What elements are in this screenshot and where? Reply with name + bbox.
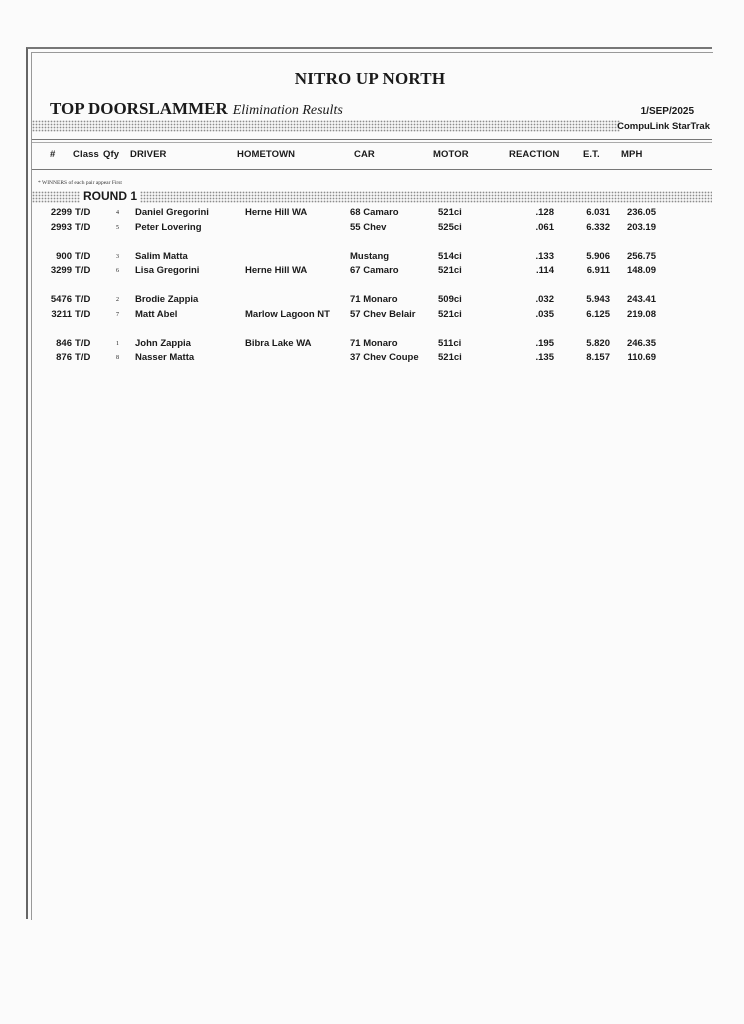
table-row bbox=[28, 251, 712, 265]
cell-et: 6.031 bbox=[586, 207, 610, 218]
table-row bbox=[28, 338, 712, 352]
cell-driver: Salim Matta bbox=[135, 250, 188, 262]
table-row bbox=[28, 309, 712, 323]
table-row bbox=[28, 222, 712, 236]
cell-qfy: 1 bbox=[116, 340, 119, 347]
cell-num: 2299 bbox=[50, 207, 72, 218]
cell-driver: John Zappia bbox=[135, 337, 191, 349]
event-title: NITRO UP NORTH bbox=[294, 69, 446, 88]
event-date: 1/SEP/2025 bbox=[640, 106, 694, 117]
cell-car: 68 Camaro bbox=[350, 207, 399, 218]
col-header-car: CAR bbox=[354, 149, 375, 160]
column-header-rule bbox=[32, 169, 712, 170]
col-header-class: Class bbox=[73, 149, 99, 160]
cell-mph: 236.05 bbox=[626, 207, 656, 218]
cell-mph: 110.69 bbox=[627, 352, 656, 363]
cell-reaction: .128 bbox=[535, 207, 554, 218]
class-name: TOP DOORSLAMMER bbox=[50, 99, 228, 118]
results-sheet bbox=[26, 47, 712, 919]
cell-motor: 511ci bbox=[438, 337, 462, 349]
cell-car: 71 Monaro bbox=[350, 337, 398, 349]
cell-driver: Brodie Zappia bbox=[135, 294, 199, 305]
cell-reaction: .133 bbox=[535, 250, 554, 262]
cell-qfy: 4 bbox=[116, 210, 119, 216]
cell-class: T/D bbox=[75, 221, 91, 233]
cell-motor: 521ci bbox=[438, 265, 462, 276]
cell-hometown: Bibra Lake WA bbox=[245, 337, 312, 349]
cell-driver: Peter Lovering bbox=[135, 221, 202, 233]
cell-class: T/D bbox=[75, 265, 91, 276]
class-title bbox=[50, 99, 343, 119]
col-header-reaction: REACTION bbox=[509, 149, 560, 160]
cell-num: 5476 bbox=[50, 294, 72, 305]
winners-note: * WINNERS of each pair appear First bbox=[38, 180, 122, 186]
timing-system: CompuLink StarTrak bbox=[617, 121, 710, 132]
cell-reaction: .195 bbox=[535, 337, 554, 349]
cell-mph: 256.75 bbox=[626, 250, 656, 262]
cell-qfy: 2 bbox=[116, 297, 119, 303]
cell-et: 8.157 bbox=[586, 352, 610, 363]
cell-et: 6.911 bbox=[586, 265, 610, 276]
cell-motor: 521ci bbox=[438, 352, 462, 363]
cell-hometown: Herne Hill WA bbox=[245, 265, 308, 276]
col-header-motor: MOTOR bbox=[433, 149, 469, 160]
table-row bbox=[28, 352, 712, 366]
cell-et: 6.332 bbox=[586, 221, 610, 233]
cell-mph: 246.35 bbox=[626, 337, 656, 349]
col-header-hometown: HOMETOWN bbox=[237, 149, 296, 160]
cell-reaction: .032 bbox=[535, 294, 554, 305]
cell-class: T/D bbox=[75, 250, 91, 262]
round-label: ROUND 1 bbox=[80, 189, 140, 203]
cell-mph: 243.41 bbox=[626, 294, 656, 305]
header-rule-secondary bbox=[32, 142, 712, 143]
cell-driver: Lisa Gregorini bbox=[135, 265, 200, 276]
class-subtitle: Elimination Results bbox=[232, 103, 343, 118]
cell-hometown: Herne Hill WA bbox=[245, 207, 308, 218]
cell-et: 5.820 bbox=[586, 337, 610, 349]
cell-qfy: 7 bbox=[116, 311, 119, 318]
cell-num: 846 bbox=[56, 337, 72, 349]
header-stipple-band bbox=[32, 120, 620, 132]
col-header-et: E.T. bbox=[583, 149, 600, 160]
cell-car: 55 Chev bbox=[350, 221, 387, 233]
cell-reaction: .114 bbox=[536, 265, 554, 276]
cell-qfy: 3 bbox=[116, 253, 119, 260]
cell-qfy: 5 bbox=[116, 224, 119, 231]
table-row bbox=[28, 265, 712, 279]
cell-motor: 521ci bbox=[438, 207, 462, 218]
cell-mph: 219.08 bbox=[626, 308, 656, 320]
cell-reaction: .135 bbox=[535, 352, 554, 363]
cell-driver: Daniel Gregorini bbox=[135, 207, 209, 218]
cell-class: T/D bbox=[75, 308, 91, 320]
cell-car: 67 Camaro bbox=[350, 265, 399, 276]
col-header-num: # bbox=[50, 149, 56, 160]
col-header-mph: MPH bbox=[621, 149, 643, 160]
header-rule bbox=[32, 139, 712, 140]
cell-car: 37 Chev Coupe bbox=[350, 352, 419, 363]
col-header-qfy: Qfy bbox=[103, 149, 120, 160]
cell-qfy: 6 bbox=[116, 268, 119, 274]
cell-num: 3299 bbox=[50, 265, 72, 276]
cell-car: Mustang bbox=[350, 250, 390, 262]
cell-et: 5.906 bbox=[586, 250, 610, 262]
cell-class: T/D bbox=[75, 337, 91, 349]
cell-motor: 514ci bbox=[438, 250, 462, 262]
cell-driver: Nasser Matta bbox=[135, 352, 195, 363]
cell-num: 2993 bbox=[50, 221, 72, 233]
cell-class: T/D bbox=[75, 207, 91, 218]
table-row bbox=[28, 207, 712, 221]
cell-class: T/D bbox=[75, 294, 91, 305]
col-header-driver: DRIVER bbox=[130, 149, 167, 160]
table-row bbox=[28, 294, 712, 308]
cell-driver: Matt Abel bbox=[135, 308, 178, 320]
cell-qfy: 8 bbox=[116, 355, 119, 361]
cell-hometown: Marlow Lagoon NT bbox=[245, 308, 330, 320]
cell-motor: 521ci bbox=[438, 308, 462, 320]
cell-et: 5.943 bbox=[586, 294, 610, 305]
cell-car: 71 Monaro bbox=[350, 294, 398, 305]
cell-motor: 509ci bbox=[438, 294, 462, 305]
cell-motor: 525ci bbox=[438, 221, 462, 233]
cell-num: 876 bbox=[56, 352, 72, 363]
cell-num: 900 bbox=[56, 250, 72, 262]
cell-reaction: .061 bbox=[535, 221, 554, 233]
cell-class: T/D bbox=[75, 352, 91, 363]
cell-et: 6.125 bbox=[586, 308, 610, 320]
cell-mph: 203.19 bbox=[626, 221, 656, 233]
cell-reaction: .035 bbox=[535, 308, 554, 320]
cell-car: 57 Chev Belair bbox=[350, 308, 416, 320]
cell-num: 3211 bbox=[51, 308, 72, 320]
cell-mph: 148.09 bbox=[626, 265, 656, 276]
